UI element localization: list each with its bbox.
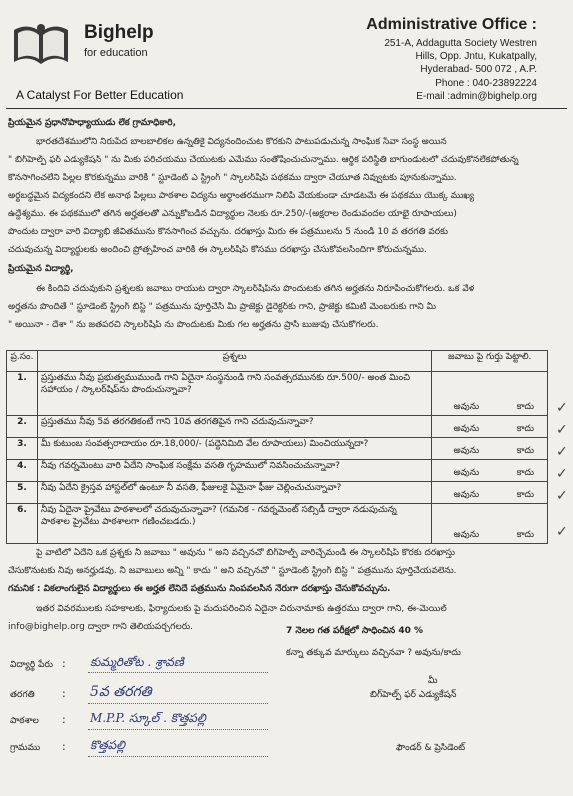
col-header-no: ప్ర.సం.: [7, 351, 38, 372]
answer-cell: [432, 504, 548, 544]
question-text: నీవు గవర్నమెంటు వారి ఏదేని సాంఘిక సంక్షేమ వసతి గృహములో నివసించుచున్నావా?: [37, 460, 432, 482]
field-colon: :: [62, 687, 66, 700]
brand-subtitle: for education: [84, 47, 148, 59]
paragraph-line: భారతదేశములోని నిరుపేద బాలబాలికల ఉన్నతికై విద్యనందించుట కొరకుని పాటుపడుచున్న సాంఘిక సేవా సంస్థ అయిన: [36, 137, 447, 147]
sign-prefix: మీ: [428, 676, 438, 686]
question-number: 5.: [7, 482, 38, 504]
eligibility-table: [6, 350, 548, 544]
col-header-answer: జవాబు పై గుర్తు పెట్టాలి.: [432, 351, 548, 372]
footer-line: చేసుకొనుటకు నీవు అనర్హుడవు. నీ జవాబులు అన్నీ " కాదు " అని వచ్చినచో " స్టూడెంట్ స్ట్రింగ్ బిస్ట్ " పత్రమును పూర్తిచేయవలెను.: [8, 566, 457, 576]
question-text: నీవు ఏదేని క్రైస్తవ హాస్టల్‌లో ఉంటూ నీ వసతి, ఫీజులకై ఏమైనా ఫీజు చెల్లించుచున్నావా?: [37, 482, 432, 504]
table-row: [7, 372, 548, 416]
sign-organization: బిగ్‌హెల్ప్ ఫర్ ఎడ్యుకేషన్: [370, 690, 457, 700]
question-text: ప్రస్తుతము నీవు 5వ తరగతికంటే గాని 10వ తరగతిపైన గాని చదువుచున్నావా?: [37, 416, 432, 438]
address-line: Hills, Opp. Jntu, Kukatpally,: [415, 51, 537, 62]
answer-yes[interactable]: అవును: [453, 468, 480, 478]
address-line: Hyderabad- 500 072 , A.P.: [420, 64, 537, 75]
paragraph-line: " బిగ్‌హెల్ప్ ఫర్ ఎడ్యుకేషన్ " ను మీకు పరిచయము చేయుటకు ఎమేము సంతోషించుచున్నాము. ఆర్థిక పరిస్థితి బాగుండుటలో చదువుకొనలేకపోతున్న: [8, 155, 519, 165]
answer-cell: [432, 438, 548, 460]
answer-yes[interactable]: అవును: [453, 424, 480, 434]
footer-line: పై వాటిలో ఏదేని ఒక ప్రశ్నకు నీ జవాబు " అవును " అని వచ్చినచో బిగ్‌హెల్ప్ వారిచ్చేమండి ఈ స్కాలర్‌షిప్ కొరకు దరఖాస్తు: [36, 548, 456, 558]
answer-yes[interactable]: అవును: [453, 530, 480, 540]
village-field[interactable]: కొత్తపల్లి: [90, 738, 126, 752]
table-row: [7, 416, 548, 438]
question-number: 4.: [7, 460, 38, 482]
question-number: 3.: [7, 438, 38, 460]
checkmark-icon: ✓: [556, 466, 568, 482]
field-underline: [88, 672, 268, 673]
salutation-headmaster: ప్రియమైన ప్రధానోపాధ్యాయుడు లేక గ్రామాధికారి,: [8, 118, 177, 128]
paragraph-line: " అయినా - దేశా " ను జతపరచి స్కాలర్‌షిప్ ను పొందుటకు మీకు గల అర్హతను ప్రాసి బుజువు చేసుకోగలరు.: [8, 320, 379, 330]
note-line: గమనిక : వికలాంగులైన విద్యార్థులు ఈ అర్హత లేనిదే పత్రమును నింపవలసిన నేరుగా దరఖాస్తు చేసుకోవచ్చును.: [8, 584, 391, 594]
field-underline: [88, 703, 268, 704]
sign-designation: ఫౌండర్ & ప్రెసిడెంట్: [396, 743, 466, 753]
answer-no[interactable]: కాదు: [516, 490, 534, 500]
phone-line: Phone : 040-23892224: [435, 78, 537, 89]
book-logo-icon: [10, 20, 72, 68]
paragraph-line: అర్హతను పొందితే " స్టూడెంట్ స్ట్రింగ్ బిస్ట్ " పత్రమును పూర్తిచేసి మీ ప్రాజెక్టు డైరెక్టర్‌కు గాని, ప్రాజెక్టు కమిటీ మెంబరుకు గాని మీ: [8, 302, 437, 312]
table-row: [7, 460, 548, 482]
footer-line: ఇతర వివరములకు సహకాలకు, ఫిర్యాదులకు పై మదుపరించిన ఏదైనా చిరునామాకు ఉత్తరము ద్వారా గాని, ఈ-మెయిల్: [36, 604, 447, 614]
checkmark-icon: ✓: [556, 444, 568, 460]
answer-no[interactable]: కాదు: [516, 530, 534, 540]
question-text: మీ కుటుంబ సంవత్సరాదాయం రూ.18,000/- (పద్దెనిమిది వేల రూపాయలు) మించియున్నదా?: [37, 438, 432, 460]
table-row: [7, 504, 548, 544]
answer-yes[interactable]: అవును: [453, 402, 480, 412]
header-divider: [6, 108, 567, 109]
office-title: Administrative Office :: [366, 16, 537, 33]
answer-yes[interactable]: అవును: [453, 446, 480, 456]
class-field[interactable]: 5వ తరగతి: [90, 684, 152, 700]
question-text: నీవు ఏదైనా ప్రైవేటు పాఠశాలలో చదువుచున్నావా? (గమనిక - గవర్నమెంట్ సబ్సిడీ ద్వారా నడుపుచున్న పాఠశాల ప్రైవేటు పాఠశాలగా గణించబడదు.): [37, 504, 432, 544]
student-name-field[interactable]: కుమ్మరితోట . శ్రావణి: [90, 655, 184, 669]
table-header-row: [7, 351, 548, 372]
answer-no[interactable]: కాదు: [516, 402, 534, 412]
answer-no[interactable]: కాదు: [516, 424, 534, 434]
paragraph-line: ఈ కిందివి చదువుకుని ప్రశ్నలకు జవాబు రాయుట ద్వారా స్కాలర్‌షిప్‌ను పొందుటకు తగిన అర్హతను నిరూపించుకోగలరు. ఒక వేళ: [36, 284, 475, 294]
tagline: A Catalyst For Better Education: [16, 88, 184, 102]
paragraph-line: అర్థబద్ధమైన విద్యకందని లేక అనాథ పిల్లలు పాఠశాల విద్యను అర్థాంతరముగా నిలిపి వేయకుండా చూడటమే ఈ పథకము యొక్క ముఖ్య: [8, 191, 475, 201]
school-field[interactable]: M.P.P. స్కూల్ . కొత్తపల్లి: [90, 711, 206, 725]
field-colon: :: [62, 740, 66, 753]
answer-cell: [432, 372, 548, 416]
marks-note-question: కన్నా తక్కువ మార్కులు వచ్చినవా ? అవును/కాదు: [286, 648, 461, 658]
address-line: 251-A, Addagutta Society Westren: [384, 38, 537, 49]
answer-no[interactable]: కాదు: [516, 446, 534, 456]
question-number: 1.: [7, 372, 38, 416]
brand-name: Bighelp: [84, 22, 154, 43]
checkmark-icon: ✓: [556, 524, 568, 540]
field-underline: [88, 756, 268, 757]
field-colon: :: [62, 713, 66, 726]
email-line: E-mail :admin@bighelp.org: [416, 91, 537, 102]
checkmark-icon: ✓: [556, 488, 568, 504]
field-label-village: గ్రామము: [10, 743, 41, 753]
salutation-student: ప్రియమైన విద్యార్థి,: [8, 264, 74, 274]
table-row: [7, 438, 548, 460]
answer-cell: [432, 460, 548, 482]
field-label-school: పాఠశాల: [10, 716, 39, 726]
field-colon: :: [62, 657, 66, 670]
answer-cell: [432, 482, 548, 504]
paragraph-line: పొందుట ద్వారా వారి విద్యాభి జీవితమును కొనసాగించ వచ్చును. దరఖాస్తు మీరు ఈ పత్రములను 5 నుండి 10 వ తరగతి వరకు: [8, 227, 448, 237]
checkmark-icon: ✓: [556, 422, 568, 438]
question-text: ప్రస్తుతము నీవు ప్రభుత్వముముండి గాని ఏదైనా సంస్థనుండి గాని సంవత్సరమునకు రూ.500/- అంత మించి సహాయం / స్కాలర్‌షిప్‌ను పొందుచున్నావా?: [37, 372, 432, 416]
marks-note: 7 నెలల గత పరీక్షలో సాధించిన 40 %: [286, 626, 424, 636]
answer-cell: [432, 416, 548, 438]
paragraph-line: చదువుచున్న విద్యార్థులకు అందించి ప్రోత్సహించ వారికి ఈ స్కాలర్‌షిప్ కోసము దరఖాస్తు చేసుకోవలసిందిగా కోరుచున్నము.: [8, 245, 427, 255]
answer-yes[interactable]: అవును: [453, 490, 480, 500]
paragraph-line: ఉద్దేశ్యము. ఈ పథకములో తగిన అర్హతలతో ఎన్నుకోబడిన విద్యార్థుల నెలకు రూ.250/-(అక్షరాల రెండువందల యాభై రూపాయలు): [8, 209, 457, 219]
col-header-question: ప్రశ్నలు: [37, 351, 432, 372]
question-number: 2.: [7, 416, 38, 438]
field-underline: [88, 729, 268, 730]
question-number: 6.: [7, 504, 38, 544]
paragraph-line: కొనసాగించలేని పిల్లల కొరకున్నము వారికి " స్టూడెంట్ ఎ స్ట్రింగ్ " స్కాలర్‌షిప్ పథకము ద్వారా చేయూత నివ్వుటకు పూనుకున్నాము.: [8, 173, 457, 183]
table-row: [7, 482, 548, 504]
field-label-student-name: విద్యార్థి పేరు: [10, 660, 53, 670]
answer-no[interactable]: కాదు: [516, 468, 534, 478]
field-label-class: తరగతి: [10, 690, 35, 700]
email-contact-line: info@bighelp.org ద్వారా గాని తెలియపర్చగలరు.: [8, 622, 194, 632]
checkmark-icon: ✓: [556, 400, 568, 416]
